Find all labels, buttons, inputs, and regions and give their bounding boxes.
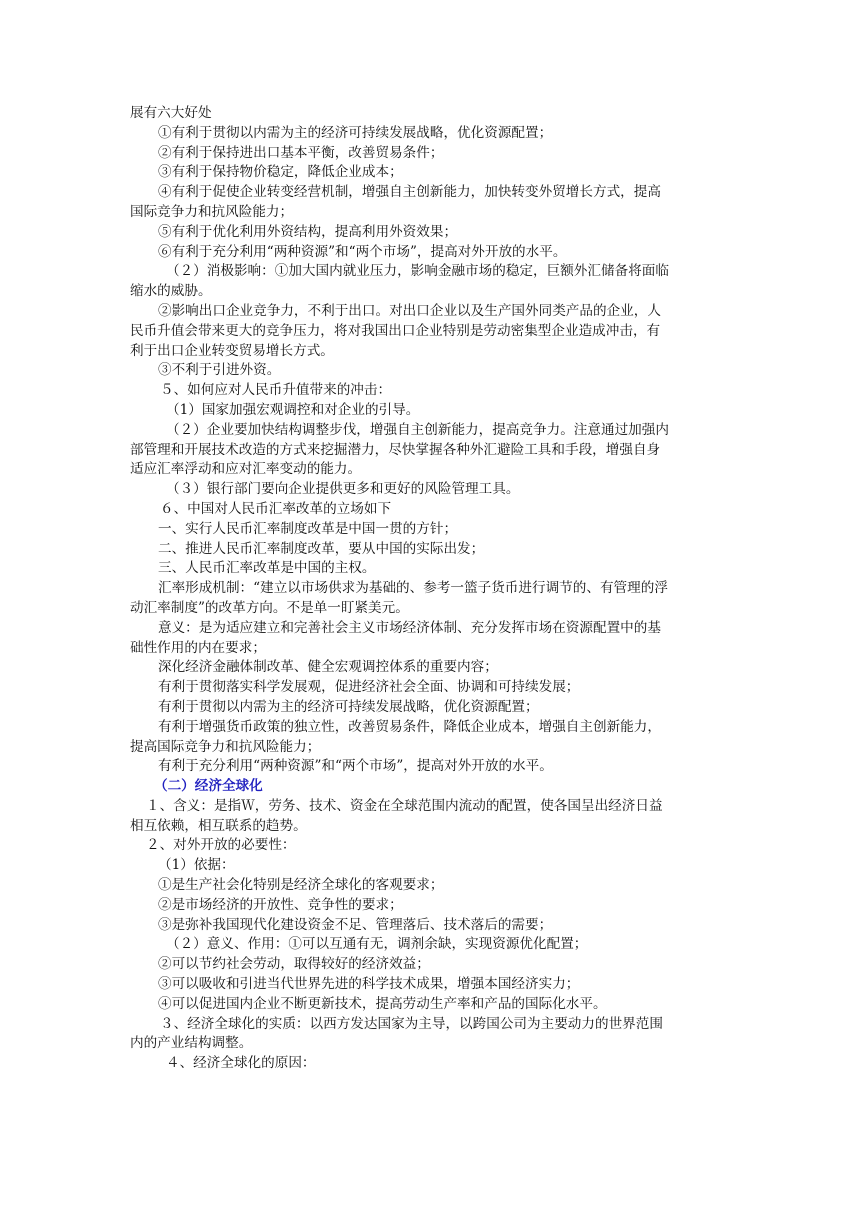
text-line: 二、推进人民币汇率制度改革，要从中国的实际出发； [158,540,485,557]
text-line: ③不利于引进外资。 [158,362,281,379]
text-line: ③可以吸收和引进当代世界先进的科学技术成果，增强本国经济实力； [158,976,580,993]
text-line: ④有利于促使企业转变经营机制，增强自主创新能力，加快转变外贸增长方式，提高 [158,184,661,201]
text-line: 民币升值会带来更大的竞争压力，将对我国出口企业特别是劳动密集型企业造成冲击，有 [130,322,661,339]
text-line: 缩水的威胁。 [130,283,212,300]
text-line: （２）企业要加快结构调整步伐，增强自主创新能力，提高竞争力。注意通过加强内 [166,421,669,438]
text-line: （1）国家加强宏观调控和对企业的引导。 [166,401,420,418]
text-line: 深化经济金融体制改革、健全宏观调控体系的重要内容； [158,659,498,676]
text-line: ②可以节约社会劳动，取得较好的经济效益； [158,956,430,973]
text-line: ⑥有利于充分利用“两种资源”和“两个市场”，提高对外开放的水平。 [158,243,567,260]
text-line: ③是弥补我国现代化建设资金不足、管理落后、技术落后的需要； [158,916,553,933]
text-line: 汇率形成机制：“建立以市场供求为基础的、参考一篮子货币进行调节的、有管理的浮 [158,580,668,597]
document-body [130,104,735,1074]
text-line: １、含义：是指Ｗ，劳务、技术、资金在全球范围内流动的配置，使各国呈出经济日益 [146,797,663,814]
text-line: 有利于贯彻落实科学发展观，促进经济社会全面、协调和可持续发展； [158,679,580,696]
text-line: ５、如何应对人民币升值带来的冲击： [160,382,392,399]
text-line: 有利于增强货币政策的独立性，改善贸易条件，降低企业成本，增强自主创新能力， [158,718,661,735]
text-line: 意义：是为适应建立和完善社会主义市场经济体制、充分发挥市场在资源配置中的基 [158,619,661,636]
text-line: 有利于充分利用“两种资源”和“两个市场”，提高对外开放的水平。 [158,758,553,775]
text-line: 有利于贯彻以内需为主的经济可持续发展战略，优化资源配置； [158,698,539,715]
text-line: ②有利于保持进出口基本平衡，改善贸易条件； [158,144,444,161]
text-line: ③有利于保持物价稳定，降低企业成本； [158,164,403,181]
text-line: 提高国际竞争力和抗风险能力； [130,738,321,755]
text-line: 部管理和开展技术改造的方式来挖掘潜力，尽快掌握各种外汇避险工具和手段，增强自身 [130,441,661,458]
text-line: ①是生产社会化特别是经济全球化的客观要求； [158,877,444,894]
section-heading: （二）经济全球化 [154,778,263,795]
text-line: 内的产业结构调整。 [130,1035,253,1052]
text-line: ６、中国对人民币汇率改革的立场如下 [160,500,392,517]
text-line: 展有六大好处 [130,105,212,121]
text-line: 础性作用的内在要求； [130,639,266,656]
text-line: 利于出口企业转变贸易增长方式。 [130,342,334,359]
text-line: ②是市场经济的开放性、竞争性的要求； [158,896,403,913]
text-line: （1）依据： [158,857,235,874]
text-line: 适应汇率浮动和应对汇率变动的能力。 [130,461,362,478]
text-line: （２）意义、作用：①可以互通有无，调剂余缺，实现资源优化配置； [166,936,588,953]
text-line: ④可以促进国内企业不断更新技术，提高劳动生产率和产品的国际化水平。 [158,995,607,1012]
text-line: 国际竞争力和抗风险能力； [130,203,294,220]
text-line: 动汇率制度”的改革方向。不是单一盯紧美元。 [130,599,409,616]
text-line: ２、对外开放的必要性： [146,837,296,854]
text-line: ４、经济全球化的原因： [166,1055,316,1072]
text-line: 一、实行人民币汇率制度改革是中国一贯的方针； [158,520,458,537]
text-line: ①有利于贯彻以内需为主的经济可持续发展战略，优化资源配置； [158,124,553,141]
text-line: （３）银行部门要向企业提供更多和更好的风险管理工具。 [166,481,520,498]
text-line: ３、经济全球化的实质：以西方发达国家为主导，以跨国公司为主要动力的世界范围 [160,1015,663,1032]
text-line: 相互依赖，相互联系的趋势。 [130,817,307,834]
text-line: 三、人民币汇率改革是中国的主权。 [158,560,376,577]
text-line: ⑤有利于优化利用外资结构，提高利用外资效果； [158,223,458,240]
text-line: （２）消极影响：①加大国内就业压力，影响金融市场的稳定，巨额外汇储备将面临 [166,263,669,280]
text-line: ②影响出口企业竞争力，不利于出口。对出口企业以及生产国外同类产品的企业，人 [158,302,661,319]
